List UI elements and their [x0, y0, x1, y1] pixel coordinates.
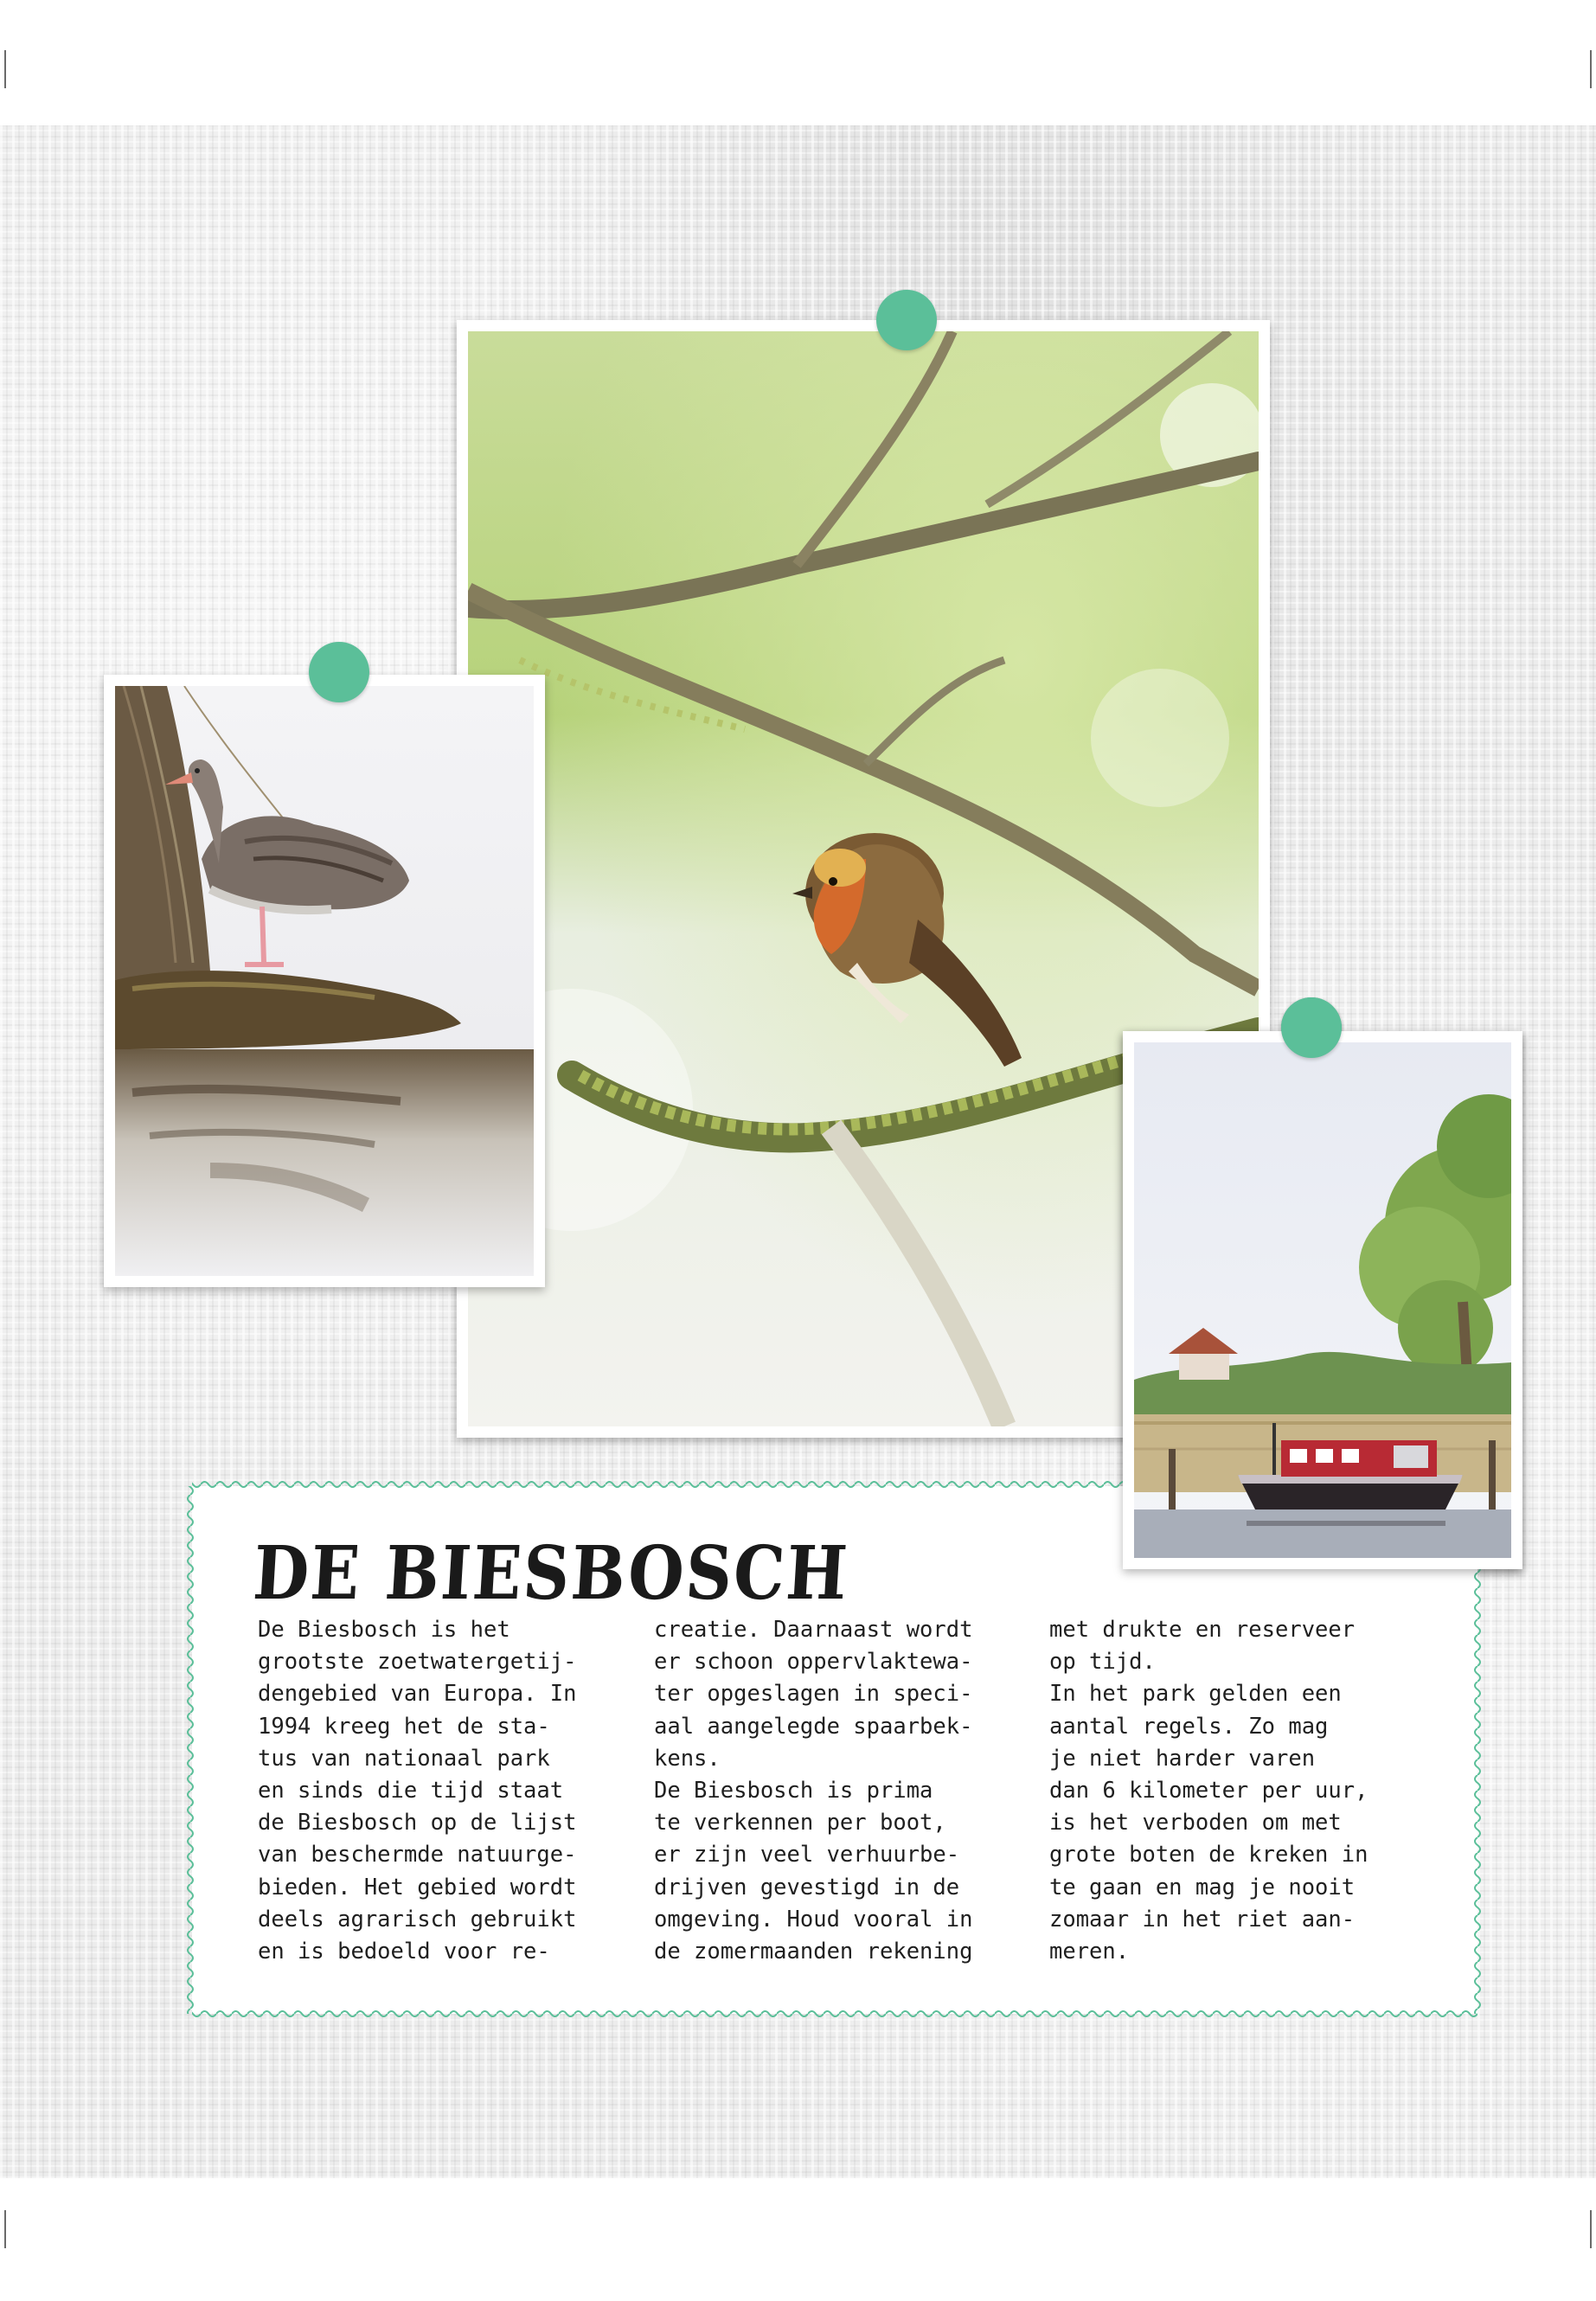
- crop-mark-top-left: [4, 50, 6, 88]
- article-column-3: met drukte en reserveer op tijd. In het park gelden een aantal regels. Zo mag je niet harder varen dan 6 kilometer per uur, is het verboden om met grote boten de kreken in te gaan en mag je nooit zomaar in het riet aan- meren.: [1049, 1617, 1368, 1965]
- goose-photo-frame: [104, 675, 545, 1287]
- crop-mark-bottom-left: [4, 2210, 6, 2248]
- boat-photo-overlay: [1134, 1042, 1511, 1558]
- pin-goose: [309, 642, 369, 702]
- pin-robin: [876, 290, 937, 350]
- article-title: DE BIESBOSCH: [250, 1531, 851, 1617]
- crop-mark-top-right: [1590, 50, 1592, 88]
- crop-mark-bottom-right: [1590, 2210, 1592, 2248]
- goose-photo: [115, 686, 534, 1276]
- article-column-2: creatie. Daarnaast wordt er schoon oppervlaktewa- ter opgeslagen in speci- aal aangelegde spaarbek- kens. De Biesbosch is prima te verkennen per boot, er zijn veel verhuurbe- drijven gevestigd in de omgeving. Houd vooral in de zomermaanden rekening: [654, 1617, 973, 1965]
- boat-photo-frame-overlay: [1123, 1031, 1522, 1569]
- article-column-1: De Biesbosch is het grootste zoetwatergetij- dengebied van Europa. In 1994 kreeg het de sta- tus van nationaal park en sinds die tijd staat de Biesbosch op de lijst van beschermde natuurge- bieden. Het gebied wordt deels agrarisch gebruikt en is bedoeld voor re-: [258, 1617, 577, 1965]
- pin-boat-overlay: [1281, 997, 1342, 1058]
